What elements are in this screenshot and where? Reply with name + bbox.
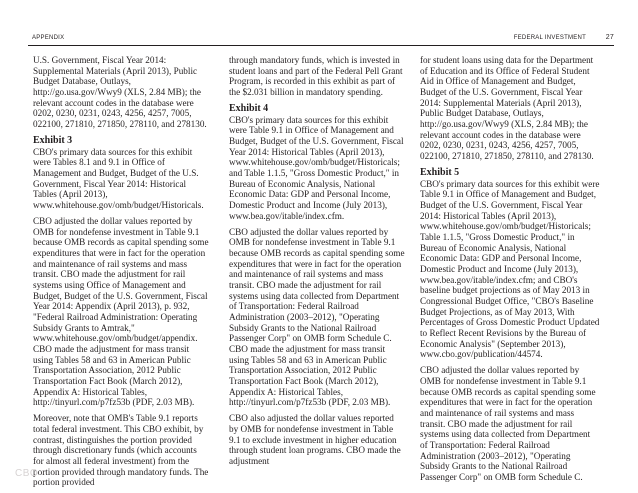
col2-paragraph-1: through mandatory funds, which is invested in student loans and part of the Federal Pell Grant Program, is recorded in this exhibit as part of the $2.031 billion in mandatory spending. xyxy=(229,55,403,97)
column-2 xyxy=(229,55,405,472)
header-rule xyxy=(28,45,614,46)
report-title: FEDERAL INVESTMENT xyxy=(513,35,586,41)
running-header xyxy=(28,35,614,45)
column-3 xyxy=(420,55,600,488)
cbo-watermark: CBO xyxy=(15,468,39,479)
section-label: APPENDIX xyxy=(32,35,65,41)
col3-paragraph-1: for student loans using data for the Department of Education and its Office of Federal Student Aid in Office of Management and Budget, Budget of the U.S. Government, Fiscal Year 2014: Supplemental Materials (April 2013), Public Budget Database, Outlays, http://go.usa.gov/Wwy9 (XLS, 2.84 MB); the relevant account codes in the database were 0202, 0230, 0231, 0243, 4256, 4257, 7005, 022100, 271810, 271850, 278110, and 278130. xyxy=(420,55,594,161)
exhibit-4-heading: Exhibit 4 xyxy=(229,102,269,114)
col1-paragraph-3: CBO adjusted the dollar values reported by OMB for nondefense investment in Table 9.1 because OMB records as capital spending some expenditures that were in fact for the operation and maintenance of rail systems and mass transit. CBO made the adjustment for rail systems using Office of Management and Budget, Budget of the U.S. Government, Fiscal Year 2014: Appendix (April 2013), p. 932, "Federal Railroad Administration: Operating Subsidy Grants to Amtrak," www.whitehouse.gov/omb/budget/appendix. CBO made the adjustment for mass transit using Tables 58 and 63 in American Public Transportation Association, 2012 Public Transportation Fact Book (March 2012), Appendix A: Historical Tables, http://tinyurl.com/p7fz53b (PDF, 2.03 MB). xyxy=(33,216,209,408)
col3-paragraph-2: CBO's primary data sources for this exhibit were Table 9.1 in Office of Management and Budget, Budget of the U.S. Government, Fiscal Year 2014: Historical Tables (April 2013), www.whitehouse.gov/omb/budget/Historicals; Table 1.1.5, "Gross Domestic Product," in Bureau of Economic Analysis, National Economic Data: GDP and Personal Income, Domestic Product and Income (July 2013), www.bea.gov/itable/index.cfm; and CBO's baseline budget projections as of May 2013 in Congressional Budget Office, "CBO's Baseline Budget Projections, as of May 2013, With Percentages of Gross Domestic Product Updated to Reflect Recent Revisions by the Bureau of Economic Analysis" (September 2013), www.cbo.gov/publication/44574. xyxy=(420,178,600,360)
col2-paragraph-3: CBO adjusted the dollar values reported by OMB for nondefense investment in Table 9.1 because OMB records as capital spending some expenditures that were in fact for the operation and maintenance of rail systems and mass transit. CBO made the adjustment for rail systems using data collected from Department of Transportation: Federal Railroad Administration (2003–2012), "Operating Subsidy Grants to the National Railroad Passenger Corp" on OMB form Schedule C. CBO made the adjustment for mass transit using Tables 58 and 63 in American Public Transportation Association, 2012 Public Transportation Fact Book (March 2012), Appendix A: Historical Tables, http://tinyurl.com/p7fz53b (PDF, 2.03 MB). xyxy=(229,226,405,408)
col2-paragraph-4: CBO also adjusted the dollar values reported by OMB for nondefense investment in Table 9.1 to exclude investment in higher education through student loan programs. CBO made the adjustment xyxy=(229,413,401,466)
exhibit-5-heading: Exhibit 5 xyxy=(420,166,460,178)
page-number: 27 xyxy=(605,34,614,41)
col1-paragraph-1: U.S. Government, Fiscal Year 2014: Supplemental Materials (April 2013), Public Budget Database, Outlays, http://go.usa.gov/Wwy9 (XLS, 2.84 MB); the relevant account codes in the database were 0202, 0230, 0231, 0243, 4256, 4257, 7005, 022100, 271810, 271850, 278110, and 278130. xyxy=(33,55,207,129)
col1-paragraph-2: CBO's primary data sources for this exhibit were Tables 8.1 and 9.1 in Office of Management and Budget, Budget of the U.S. Government, Fiscal Year 2014: Historical Tables (April 2013), www.whitehouse.gov/omb/budget/Historicals. xyxy=(33,146,204,211)
column-1 xyxy=(33,55,209,493)
col1-paragraph-4: Moreover, note that OMB's Table 9.1 reports total federal investment. This CBO exhibit, by contrast, distinguishes the portion provided through discretionary funds (which accounts for almost all federal investment) from the portion provided through mandatory funds. The portion provided xyxy=(33,413,209,488)
exhibit-3-heading: Exhibit 3 xyxy=(33,134,73,146)
col3-paragraph-3: CBO adjusted the dollar values reported by OMB for nondefense investment in Table 9.1 because OMB records as capital spending some expenditures that were in fact for the operation and maintenance of rail systems and mass transit. CBO made the adjustment for rail systems using data collected from Department of Transportation: Federal Railroad Administration (2003–2012), "Operating Subsidy Grants to the National Railroad Passenger Corp" on OMB form Schedule C. xyxy=(420,365,596,482)
col2-paragraph-2: CBO's primary data sources for this exhibit were Table 9.1 in Office of Management and Budget, Budget of the U.S. Government, Fiscal Year 2014: Historical Tables (April 2013), www.whitehouse.gov/omb/budget/Historicals; and Table 1.1.5, "Gross Domestic Product," in Bureau of Economic Analysis, National Economic Data: GDP and Personal Income, Domestic Product and Income (July 2013), www.bea.gov/itable/index.cfm. xyxy=(229,114,404,221)
